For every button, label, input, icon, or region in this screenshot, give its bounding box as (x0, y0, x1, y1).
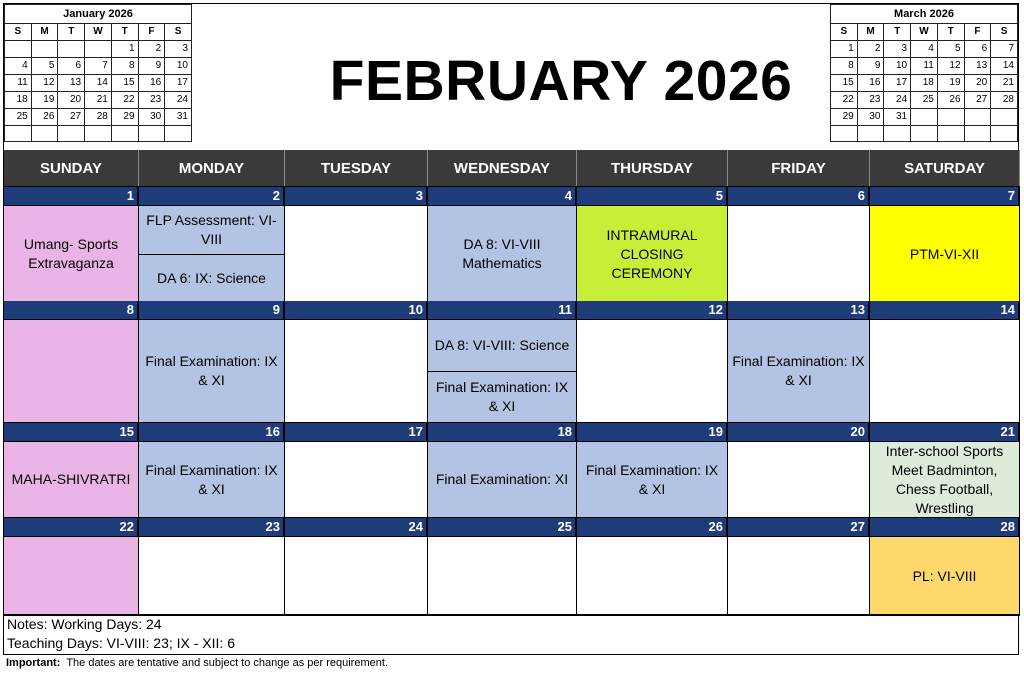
footer-note (6, 657, 388, 669)
day-cell[interactable] (428, 320, 577, 422)
date-number: 25 (428, 518, 577, 536)
mini-date: 5 (31, 58, 58, 75)
date-number: 22 (4, 518, 139, 536)
mini-day-header: W (911, 24, 938, 41)
event-text (139, 537, 284, 615)
date-number: 1 (4, 187, 139, 205)
mini-date: 27 (58, 109, 85, 126)
mini-date: 19 (31, 92, 58, 109)
mini-date (911, 109, 938, 126)
date-number: 20 (728, 423, 870, 441)
mini-empty-cell (937, 126, 964, 142)
event-text: Final Examination: IX & XI (585, 461, 719, 497)
mini-date: 23 (857, 92, 884, 109)
mini-date (964, 109, 991, 126)
mini-date: 1 (111, 41, 138, 58)
day-cell[interactable] (4, 442, 139, 517)
event-text: Final Examination: XI (435, 471, 569, 487)
day-cell[interactable] (139, 442, 285, 517)
mini-date: 13 (964, 58, 991, 75)
mini-day-header: F (138, 24, 165, 41)
notes-line-2: Teaching Days: VI-VIII: 23; IX - XII: 6 (7, 635, 235, 651)
date-number: 14 (870, 301, 1020, 319)
event-text (4, 320, 138, 422)
mini-date: 24 (165, 92, 192, 109)
mini-date: 16 (138, 75, 165, 92)
mini-empty-cell (138, 126, 165, 142)
mini-date: 22 (111, 92, 138, 109)
day-cell[interactable] (285, 537, 428, 615)
mini-date: 2 (138, 41, 165, 58)
mini-empty-cell (5, 126, 32, 142)
mini-day-header: M (31, 24, 58, 41)
mini-empty-cell (165, 126, 192, 142)
day-cell[interactable] (139, 537, 285, 615)
date-number: 27 (728, 518, 870, 536)
event-text (870, 320, 1019, 422)
event-text (285, 537, 427, 615)
mini-day-header: M (857, 24, 884, 41)
mini-date: 8 (111, 58, 138, 75)
date-number: 3 (285, 187, 428, 205)
week-row (4, 423, 1020, 518)
mini-empty-cell (991, 126, 1018, 142)
date-number: 16 (139, 423, 285, 441)
weekday-header-row (4, 150, 1020, 187)
day-cell[interactable] (728, 320, 870, 422)
week-row (4, 301, 1020, 423)
mini-date: 21 (991, 75, 1018, 92)
event-text (285, 442, 427, 517)
event-text: DA 8: VI-VIII Mathematics (462, 236, 542, 271)
day-cell[interactable] (428, 206, 577, 302)
mini-day-header: S (991, 24, 1018, 41)
mini-date: 12 (31, 75, 58, 92)
event-text: DA 8: VI-VIII: Science (434, 336, 570, 353)
event-text: MAHA-SHIVRATRI (11, 471, 131, 487)
mini-empty-cell (911, 126, 938, 142)
event-text (285, 320, 427, 422)
mini-date: 31 (884, 109, 911, 126)
mini-date: 7 (991, 41, 1018, 58)
mini-date: 13 (58, 75, 85, 92)
day-cell[interactable] (4, 320, 139, 422)
event-text: Umang- Sports Extravaganza (23, 236, 119, 271)
event-text (728, 206, 869, 302)
mini-date: 4 (911, 41, 938, 58)
mini-date: 17 (165, 75, 192, 92)
mini-date: 3 (165, 41, 192, 58)
event-text: PL: VI-VIII (912, 567, 977, 584)
date-number: 10 (285, 301, 428, 319)
event-text (428, 537, 576, 615)
date-number: 11 (428, 301, 577, 319)
event-text: FLP Assessment: VI-VIII (146, 211, 277, 247)
date-number: 17 (285, 423, 428, 441)
day-cell[interactable] (285, 206, 428, 302)
event-text (728, 442, 869, 517)
mini-day-header: S (831, 24, 858, 41)
event-text (4, 537, 138, 615)
mini-date: 8 (831, 58, 858, 75)
mini-date: 14 (991, 58, 1018, 75)
date-number: 18 (428, 423, 577, 441)
mini-empty-cell (111, 126, 138, 142)
event-text (285, 206, 427, 302)
mini-date: 26 (937, 92, 964, 109)
weekday-header: WEDNESDAY (428, 150, 577, 186)
mini-date: 25 (5, 109, 32, 126)
mini-day-header: T (884, 24, 911, 41)
footer-text: The dates are tentative and subject to change as per requirement. (66, 657, 388, 669)
event-text (577, 537, 727, 615)
notes-section (4, 614, 1020, 654)
mini-empty-cell (964, 126, 991, 142)
mini-day-header: T (937, 24, 964, 41)
date-number-row (4, 301, 1020, 320)
day-cell[interactable] (139, 206, 285, 302)
day-cell[interactable] (428, 537, 577, 615)
mini-date: 24 (884, 92, 911, 109)
day-cell[interactable] (870, 206, 1020, 302)
mini-date (991, 109, 1018, 126)
mini-date: 31 (165, 109, 192, 126)
mini-empty-cell (831, 126, 858, 142)
mini-empty-cell (884, 126, 911, 142)
date-number: 8 (4, 301, 139, 319)
weekday-header: TUESDAY (285, 150, 428, 186)
mini-date: 30 (857, 109, 884, 126)
date-number: 23 (139, 518, 285, 536)
mini-calendar-title: January 2026 (5, 5, 192, 24)
calendar-page (3, 3, 1019, 655)
date-number: 26 (577, 518, 728, 536)
mini-date: 6 (58, 58, 85, 75)
mini-date: 29 (111, 109, 138, 126)
mini-date: 23 (138, 92, 165, 109)
mini-date: 25 (911, 92, 938, 109)
mini-date (31, 41, 58, 58)
week-row (4, 187, 1020, 303)
event-text: INTRAMURAL CLOSING CEREMONY (606, 226, 698, 281)
date-number-row (4, 187, 1020, 206)
mini-date: 1 (831, 41, 858, 58)
event-text: DA 6: IX: Science (139, 254, 284, 303)
mini-date: 18 (911, 75, 938, 92)
day-cell[interactable] (577, 442, 728, 517)
mini-date: 7 (85, 58, 112, 75)
notes-line-1: Notes: Working Days: 24 (7, 616, 162, 632)
mini-date: 9 (857, 58, 884, 75)
event-text: Final Examination: IX & XI (428, 371, 576, 423)
date-number: 19 (577, 423, 728, 441)
event-text: PTM-VI-XII (909, 245, 980, 262)
mini-day-header: W (85, 24, 112, 41)
mini-date: 11 (911, 58, 938, 75)
mini-day-header: S (165, 24, 192, 41)
mini-empty-cell (85, 126, 112, 142)
mini-date: 21 (85, 92, 112, 109)
day-cell[interactable] (428, 442, 577, 517)
date-number: 6 (728, 187, 870, 205)
mini-day-header: F (964, 24, 991, 41)
mini-empty-cell (58, 126, 85, 142)
mini-date: 6 (964, 41, 991, 58)
day-cell[interactable] (577, 320, 728, 422)
mini-date: 19 (937, 75, 964, 92)
mini-date: 12 (937, 58, 964, 75)
event-text: Final Examination: IX & XI (145, 353, 278, 388)
day-cell[interactable] (4, 537, 139, 615)
week-row (4, 518, 1020, 616)
mini-date: 10 (884, 58, 911, 75)
mini-calendar-january (4, 4, 192, 142)
event-text (728, 537, 869, 615)
mini-date (58, 41, 85, 58)
mini-date: 30 (138, 109, 165, 126)
mini-date: 27 (964, 92, 991, 109)
mini-date: 5 (937, 41, 964, 58)
day-cell[interactable] (870, 442, 1020, 517)
footer-label: Important: (6, 657, 61, 669)
mini-date: 15 (831, 75, 858, 92)
day-cell[interactable] (728, 206, 870, 302)
mini-date: 28 (85, 109, 112, 126)
date-number-row (4, 518, 1020, 537)
date-number: 15 (4, 423, 139, 441)
day-cell[interactable] (577, 206, 728, 302)
weekday-header: FRIDAY (728, 150, 870, 186)
event-text (577, 320, 727, 422)
day-cell[interactable] (577, 537, 728, 615)
date-number: 5 (577, 187, 728, 205)
mini-day-header: T (58, 24, 85, 41)
mini-date: 22 (831, 92, 858, 109)
date-number: 24 (285, 518, 428, 536)
mini-date (5, 41, 32, 58)
mini-date: 18 (5, 92, 32, 109)
day-cell[interactable] (4, 206, 139, 302)
date-number: 2 (139, 187, 285, 205)
mini-date: 15 (111, 75, 138, 92)
mini-date (937, 109, 964, 126)
mini-date: 16 (857, 75, 884, 92)
mini-day-header: S (5, 24, 32, 41)
mini-calendar-title: March 2026 (831, 5, 1018, 24)
mini-date: 3 (884, 41, 911, 58)
date-number: 12 (577, 301, 728, 319)
event-text: Inter-school Sports Meet Badminton, Chess Football, Wrestling (885, 442, 1004, 516)
mini-date: 20 (58, 92, 85, 109)
day-cell[interactable] (728, 442, 870, 517)
day-cell[interactable] (285, 320, 428, 422)
day-cell[interactable] (870, 537, 1020, 615)
event-text: Final Examination: IX & XI (145, 461, 278, 497)
mini-date (85, 41, 112, 58)
mini-date: 20 (964, 75, 991, 92)
weekday-header: SUNDAY (4, 150, 139, 186)
mini-empty-cell (857, 126, 884, 142)
mini-date: 17 (884, 75, 911, 92)
weekday-header: SATURDAY (870, 150, 1020, 186)
mini-date: 4 (5, 58, 32, 75)
mini-empty-cell (31, 126, 58, 142)
date-number: 13 (728, 301, 870, 319)
mini-date: 29 (831, 109, 858, 126)
page-title: FEBRUARY 2026 (329, 49, 793, 113)
mini-date: 26 (31, 109, 58, 126)
mini-calendar-march (830, 4, 1018, 142)
mini-day-header: T (111, 24, 138, 41)
day-cell[interactable] (285, 442, 428, 517)
date-number: 9 (139, 301, 285, 319)
date-number: 28 (870, 518, 1020, 536)
day-cell[interactable] (728, 537, 870, 615)
mini-date: 9 (138, 58, 165, 75)
date-number: 7 (870, 187, 1020, 205)
date-number: 21 (870, 423, 1020, 441)
mini-date: 10 (165, 58, 192, 75)
mini-date: 28 (991, 92, 1018, 109)
mini-date: 2 (857, 41, 884, 58)
weekday-header: THURSDAY (577, 150, 728, 186)
date-number-row (4, 423, 1020, 442)
date-number: 4 (428, 187, 577, 205)
day-cell[interactable] (139, 320, 285, 422)
event-text: Final Examination: IX & XI (732, 353, 865, 388)
mini-date: 14 (85, 75, 112, 92)
mini-date: 11 (5, 75, 32, 92)
day-cell[interactable] (870, 320, 1020, 422)
weekday-header: MONDAY (139, 150, 285, 186)
